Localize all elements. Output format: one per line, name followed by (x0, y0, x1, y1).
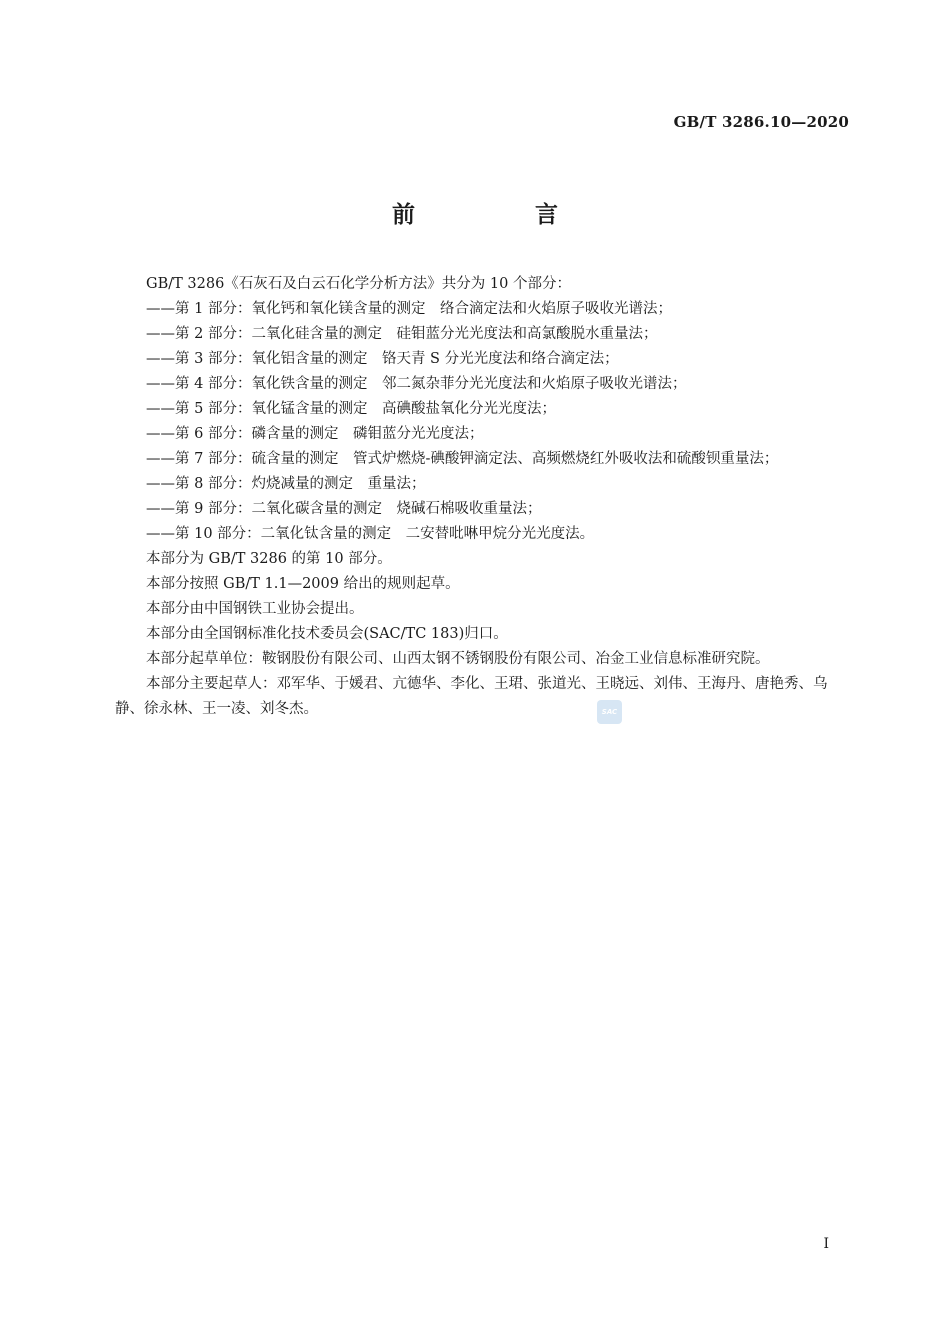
list-item-part-4: ——第 4 部分：氧化铁含量的测定 邻二氮杂菲分光光度法和火焰原子吸收光谱法； (146, 376, 687, 392)
sac-watermark-logo (597, 700, 622, 724)
list-item-part-5: ——第 5 部分：氧化锰含量的测定 高碘酸盐氧化分光光度法； (146, 401, 556, 417)
paragraph-intro: GB/T 3286《石灰石及白云石化学分析方法》共分为 10 个部分： (146, 276, 571, 292)
sac-logo-text: SAC (601, 708, 618, 716)
list-item-part-7: ——第 7 部分：硫含量的测定 管式炉燃烧-碘酸钾滴定法、高频燃烧红外吸收法和硫酸钡重量法； (146, 451, 779, 467)
paragraph-drafting-rules: 本部分按照 GB/T 1.1—2009 给出的规则起草。 (146, 576, 460, 592)
list-item-part-8: ——第 8 部分：灼烧减量的测定 重量法； (146, 476, 426, 492)
page-number: I (823, 1236, 829, 1252)
preface-body (115, 272, 853, 722)
paragraph-proposer: 本部分由中国钢铁工业协会提出。 (146, 601, 364, 617)
list-item-part-10: ——第 10 部分：二氧化钛含量的测定 二安替吡啉甲烷分光光度法。 (146, 526, 595, 542)
list-item-part-3: ——第 3 部分：氧化铝含量的测定 铬天青 S 分光光度法和络合滴定法； (146, 351, 619, 367)
list-item-part-2: ——第 2 部分：二氧化硅含量的测定 硅钼蓝分光光度法和高氯酸脱水重量法； (146, 326, 658, 342)
list-item-part-6: ——第 6 部分：磷含量的测定 磷钼蓝分光光度法； (146, 426, 484, 442)
paragraph-part-statement: 本部分为 GB/T 3286 的第 10 部分。 (146, 551, 392, 567)
list-item-part-9: ——第 9 部分：二氧化碳含量的测定 烧碱石棉吸收重量法； (146, 501, 542, 517)
paragraph-technical-committee: 本部分由全国钢标准化技术委员会(SAC/TC 183)归口。 (146, 626, 508, 642)
list-item-part-1: ——第 1 部分：氧化钙和氧化镁含量的测定 络合滴定法和火焰原子吸收光谱法； (146, 301, 672, 317)
paragraph-drafting-units: 本部分起草单位：鞍钢股份有限公司、山西太钢不锈钢股份有限公司、冶金工业信息标准研究院。 (146, 651, 770, 667)
paragraph-drafters: 本部分主要起草人：邓军华、于媛君、亢德华、李化、王珺、张道光、王晓远、刘伟、王海丹、唐艳秀、乌静、徐永林、王一凌、刘冬杰。 (115, 676, 828, 717)
page-title: 前 言 (391, 201, 614, 228)
standard-code: GB/T 3286.10—2020 (673, 113, 849, 131)
